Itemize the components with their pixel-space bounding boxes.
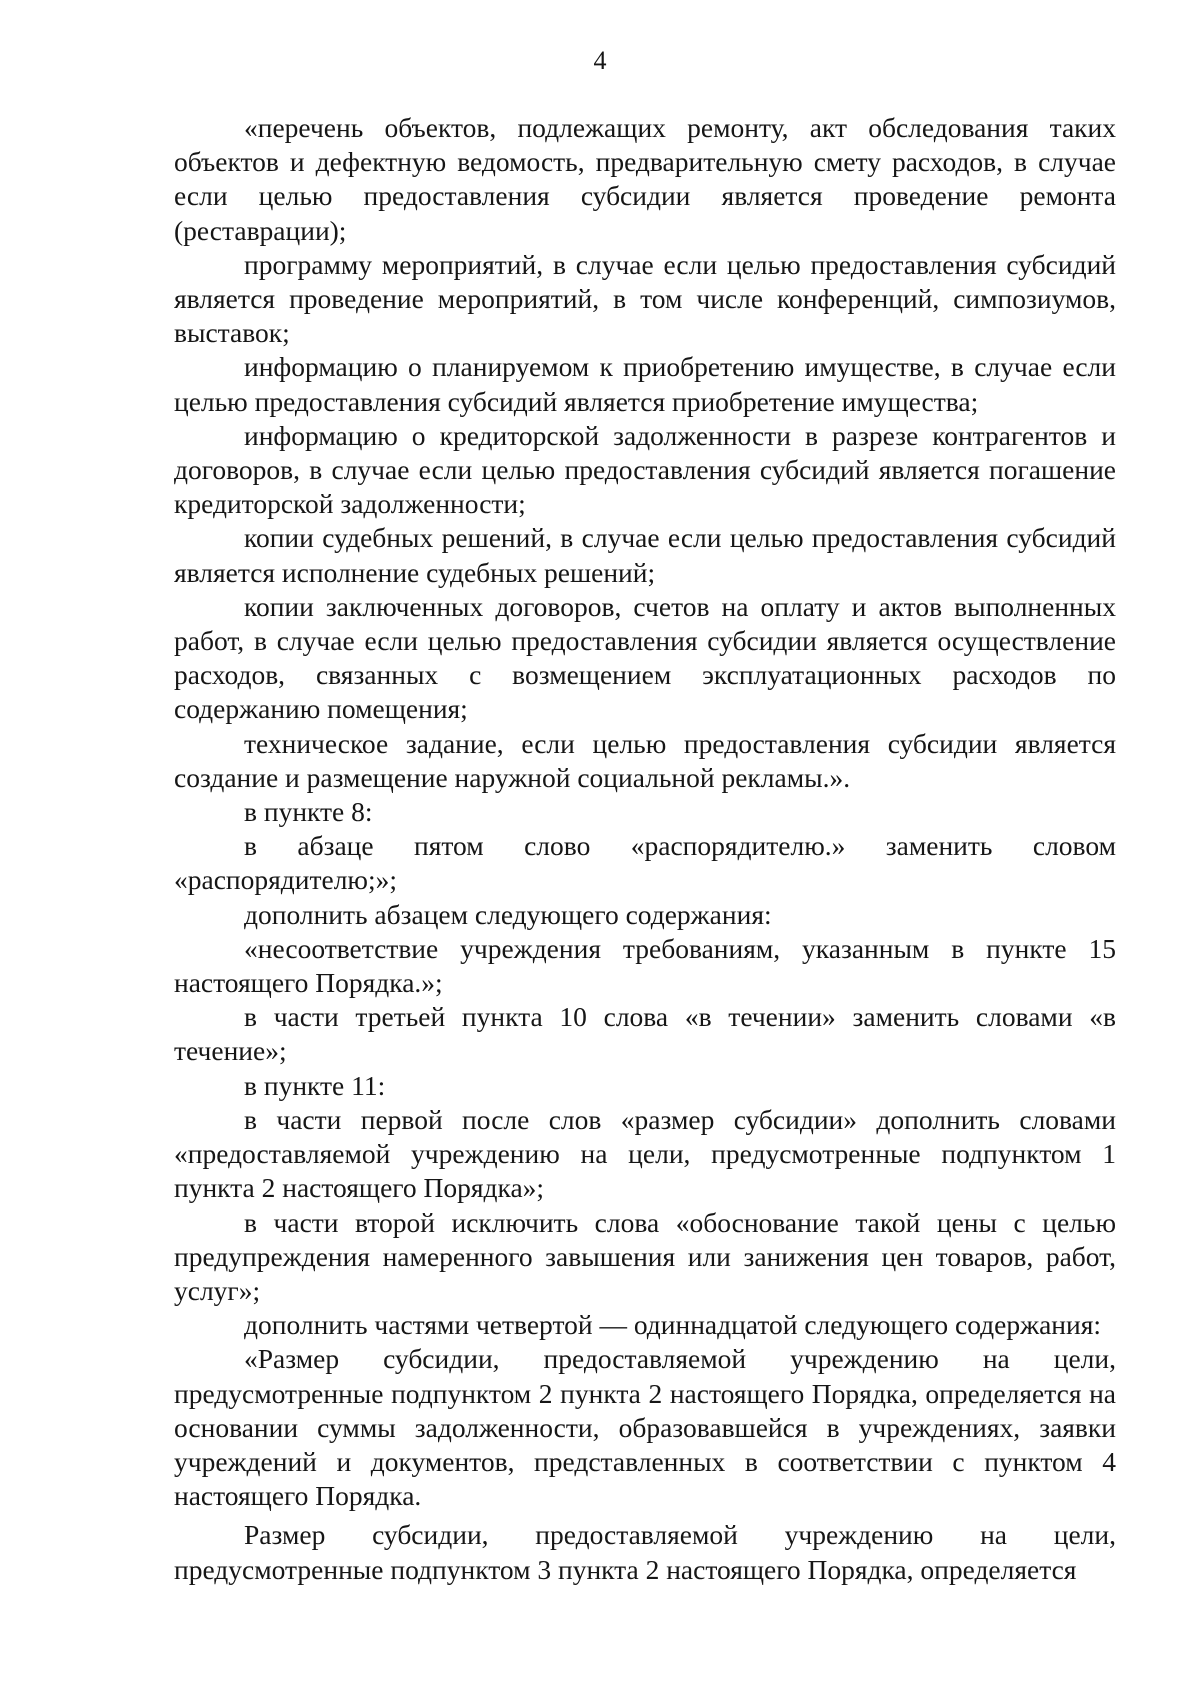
paragraph: в абзаце пятом слово «распорядителю.» заменить словом «распорядителю;»; xyxy=(174,830,1116,896)
paragraph: программу мероприятий, в случае если целью предоставления субсидий является проведение мероприятий, в том числе конференций, симпозиумов, выставок; xyxy=(174,248,1116,349)
paragraph: техническое задание, если целью предоставления субсидии является создание и размещение наружной социальной рекламы.». xyxy=(174,727,1116,793)
paragraph: «перечень объектов, подлежащих ремонту, акт обследования таких объектов и дефектную ведомость, предварительную смету расходов, в случае если целью предоставления субсидии является проведение ремонта (реставрации); xyxy=(174,112,1116,246)
paragraph: информацию о кредиторской задолженности в разрезе контрагентов и договоров, в случае если целью предоставления субсидий является погашение кредиторской задолженности; xyxy=(174,419,1116,520)
paragraph: в части третьей пункта 10 слова «в течении» заменить словами «в течение»; xyxy=(174,1001,1116,1067)
paragraph: «несоответствие учреждения требованиям, указанным в пункте 15 настоящего Порядка.»; xyxy=(174,932,1116,999)
paragraph: в пункте 8: xyxy=(244,796,373,828)
paragraph: копии заключенных договоров, счетов на оплату и актов выполненных работ, в случае если целью предоставления субсидии является осуществление расходов, связанных с возмещением эксплуатационных расходов по содержанию помещения; xyxy=(174,590,1116,725)
paragraph: дополнить частями четвертой — одиннадцатой следующего содержания: xyxy=(244,1309,1102,1341)
paragraph: копии судебных решений, в случае если целью предоставления субсидий является исполнение судебных решений; xyxy=(174,522,1116,588)
paragraph: дополнить абзацем следующего содержания: xyxy=(244,898,772,930)
page-number: 4 xyxy=(593,46,607,75)
paragraph: информацию о планируемом к приобретению имуществе, в случае если целью предоставления субсидий является приобретение имущества; xyxy=(174,351,1116,417)
paragraph: Размер субсидии, предоставляемой учреждению на цели, предусмотренные подпунктом 3 пункта 2 настоящего Порядка, определяется xyxy=(174,1519,1116,1585)
paragraph: в пункте 11: xyxy=(244,1069,386,1101)
document-body xyxy=(174,111,1116,1587)
paragraph: «Размер субсидии, предоставляемой учреждению на цели, предусмотренные подпунктом 2 пункта 2 настоящего Порядка, определяется на основании суммы задолженности, образовавшейся в учреждениях, заявки учреждений и документов, представленных в соответствии с пунктом 4 настоящего Порядка. xyxy=(174,1343,1116,1512)
paragraph: в части второй исключить слова «обоснование такой цены с целью предупреждения намеренного завышения или занижения цен товаров, работ, услуг»; xyxy=(174,1206,1116,1306)
paragraph: в части первой после слов «размер субсидии» дополнить словами «предоставляемой учреждению на цели, предусмотренные подпунктом 1 пункта 2 настоящего Порядка»; xyxy=(174,1103,1116,1204)
